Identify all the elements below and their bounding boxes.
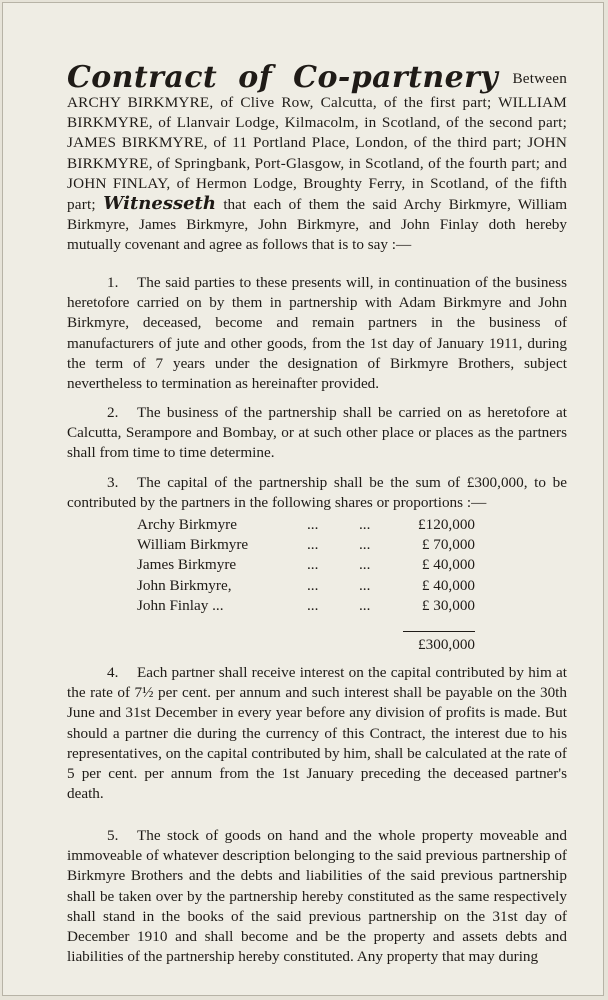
witnesseth-word: Witnesseth [103,193,216,215]
leader-dots: ... [359,516,371,533]
clause-number: 3. [107,474,119,491]
clause-3 [67,473,567,513]
document-page [3,3,603,995]
share-amount: £ 70,000 [421,536,475,554]
page-frame [2,2,604,996]
leader-dots: ... [307,556,319,574]
partner-name: James Birkmyre [137,556,237,574]
share-amount: £ 30,000 [421,596,475,614]
partner-name: Archy Birkmyre [137,516,237,533]
clause-number: 1. [107,274,119,291]
clause-4 [67,663,567,804]
share-amount: £120,000 [418,516,475,533]
preamble-parties: Between ARCHY BIRKMYRE, of Clive Row, Calcutta, of the first part; WILLIAM BIRKMYRE, of Llanvair Lodge, Kilmacolm, in Scotland, of the second part; JAMES BIRKMYRE, of 11 Portland Place, London, of the third part; JOHN BIRKMYRE, of Springbank, Port-Glasgow, in Scotland, of the fourth part; and JOHN FINLAY, of Hermon Lodge, Broughty Ferry, in Scotland, of the fifth part; [67,70,567,214]
clause-number: 4. [107,664,119,681]
preamble-agreement: that each of them the said Archy Birkmyre, William Birkmyre, James Birkmyre, John Birkmyre, and John Finlay doth hereby mutually covenant and agree as follows that is to say :— [67,196,568,254]
clause-number: 5. [107,827,119,844]
leader-dots: ... [359,596,371,614]
partner-name: John Finlay ... [137,596,224,614]
clause-text: Each partner shall receive interest on the capital contributed by him at the rate of 7½ per cent. per annum and such interest shall be payable on the 30th June and 31st December in every year before any division of profits is made. But should a partner die during the currency of this Contract, the interest due to his representatives, on the capital contributed by him, shall be calculated at the rate of 5 per cent. per annum from the 1st January preceding the deceased partner's death. [67,664,567,803]
document-title: Contract of Co-partnery [67,60,499,95]
clause-text: The said parties to these presents will, in continuation of the business heretofore carried on by them in partnership with Adam Birkmyre and John Birkmyre, deceased, become and remain partners in the business of manufacturers of jute and other goods, from the 1st day of January 1911, during the term of 7 years under the designation of Birkmyre Brothers, subject nevertheless to termination as hereinafter provided. [67,274,567,393]
clause-5 [67,826,567,967]
leader-dots: ... [307,536,319,554]
preamble-paragraph [67,60,568,256]
leader-dots: ... [359,556,371,574]
clause-number: 2. [107,404,119,421]
capital-total: £300,000 [418,636,475,653]
leader-dots: ... [307,596,319,614]
total-rule [403,631,475,632]
share-amount: £ 40,000 [421,556,475,574]
leader-dots: ... [307,576,319,594]
share-row [137,556,497,576]
share-row [137,536,497,556]
leader-dots: ... [359,536,371,554]
share-amount: £ 40,000 [421,576,475,594]
clause-2 [67,403,567,464]
leader-dots: ... [307,516,319,533]
partner-name: John Birkmyre, [137,576,232,594]
leader-dots: ... [359,576,371,594]
clause-text: The capital of the partnership shall be the sum of £300,000, to be contributed by the partners in the following shares or proportions :— [67,474,567,512]
capital-shares-table [137,516,497,617]
clause-text: The stock of goods on hand and the whole property moveable and immoveable of whatever description belonging to the said previous partnership of Birkmyre Brothers and the debts and liabilities of the said previous partnership shall be taken over by the partnership hereby constituted as the same respectively shall stand in the books of the said previous partnership on the 31st day of December 1910 and shall become and be the property and assets debts and liabilities of the partnership hereby constituted. Any property that may during [67,827,567,966]
share-row [137,577,497,597]
share-row [137,516,497,536]
clause-1 [67,273,567,394]
clause-text: The business of the partnership shall be carried on as heretofore at Calcutta, Serampore and Bombay, or at such other place or places as the partners shall from time to time determine. [67,404,567,462]
partner-name: William Birkmyre [137,536,249,554]
share-row [137,597,497,617]
